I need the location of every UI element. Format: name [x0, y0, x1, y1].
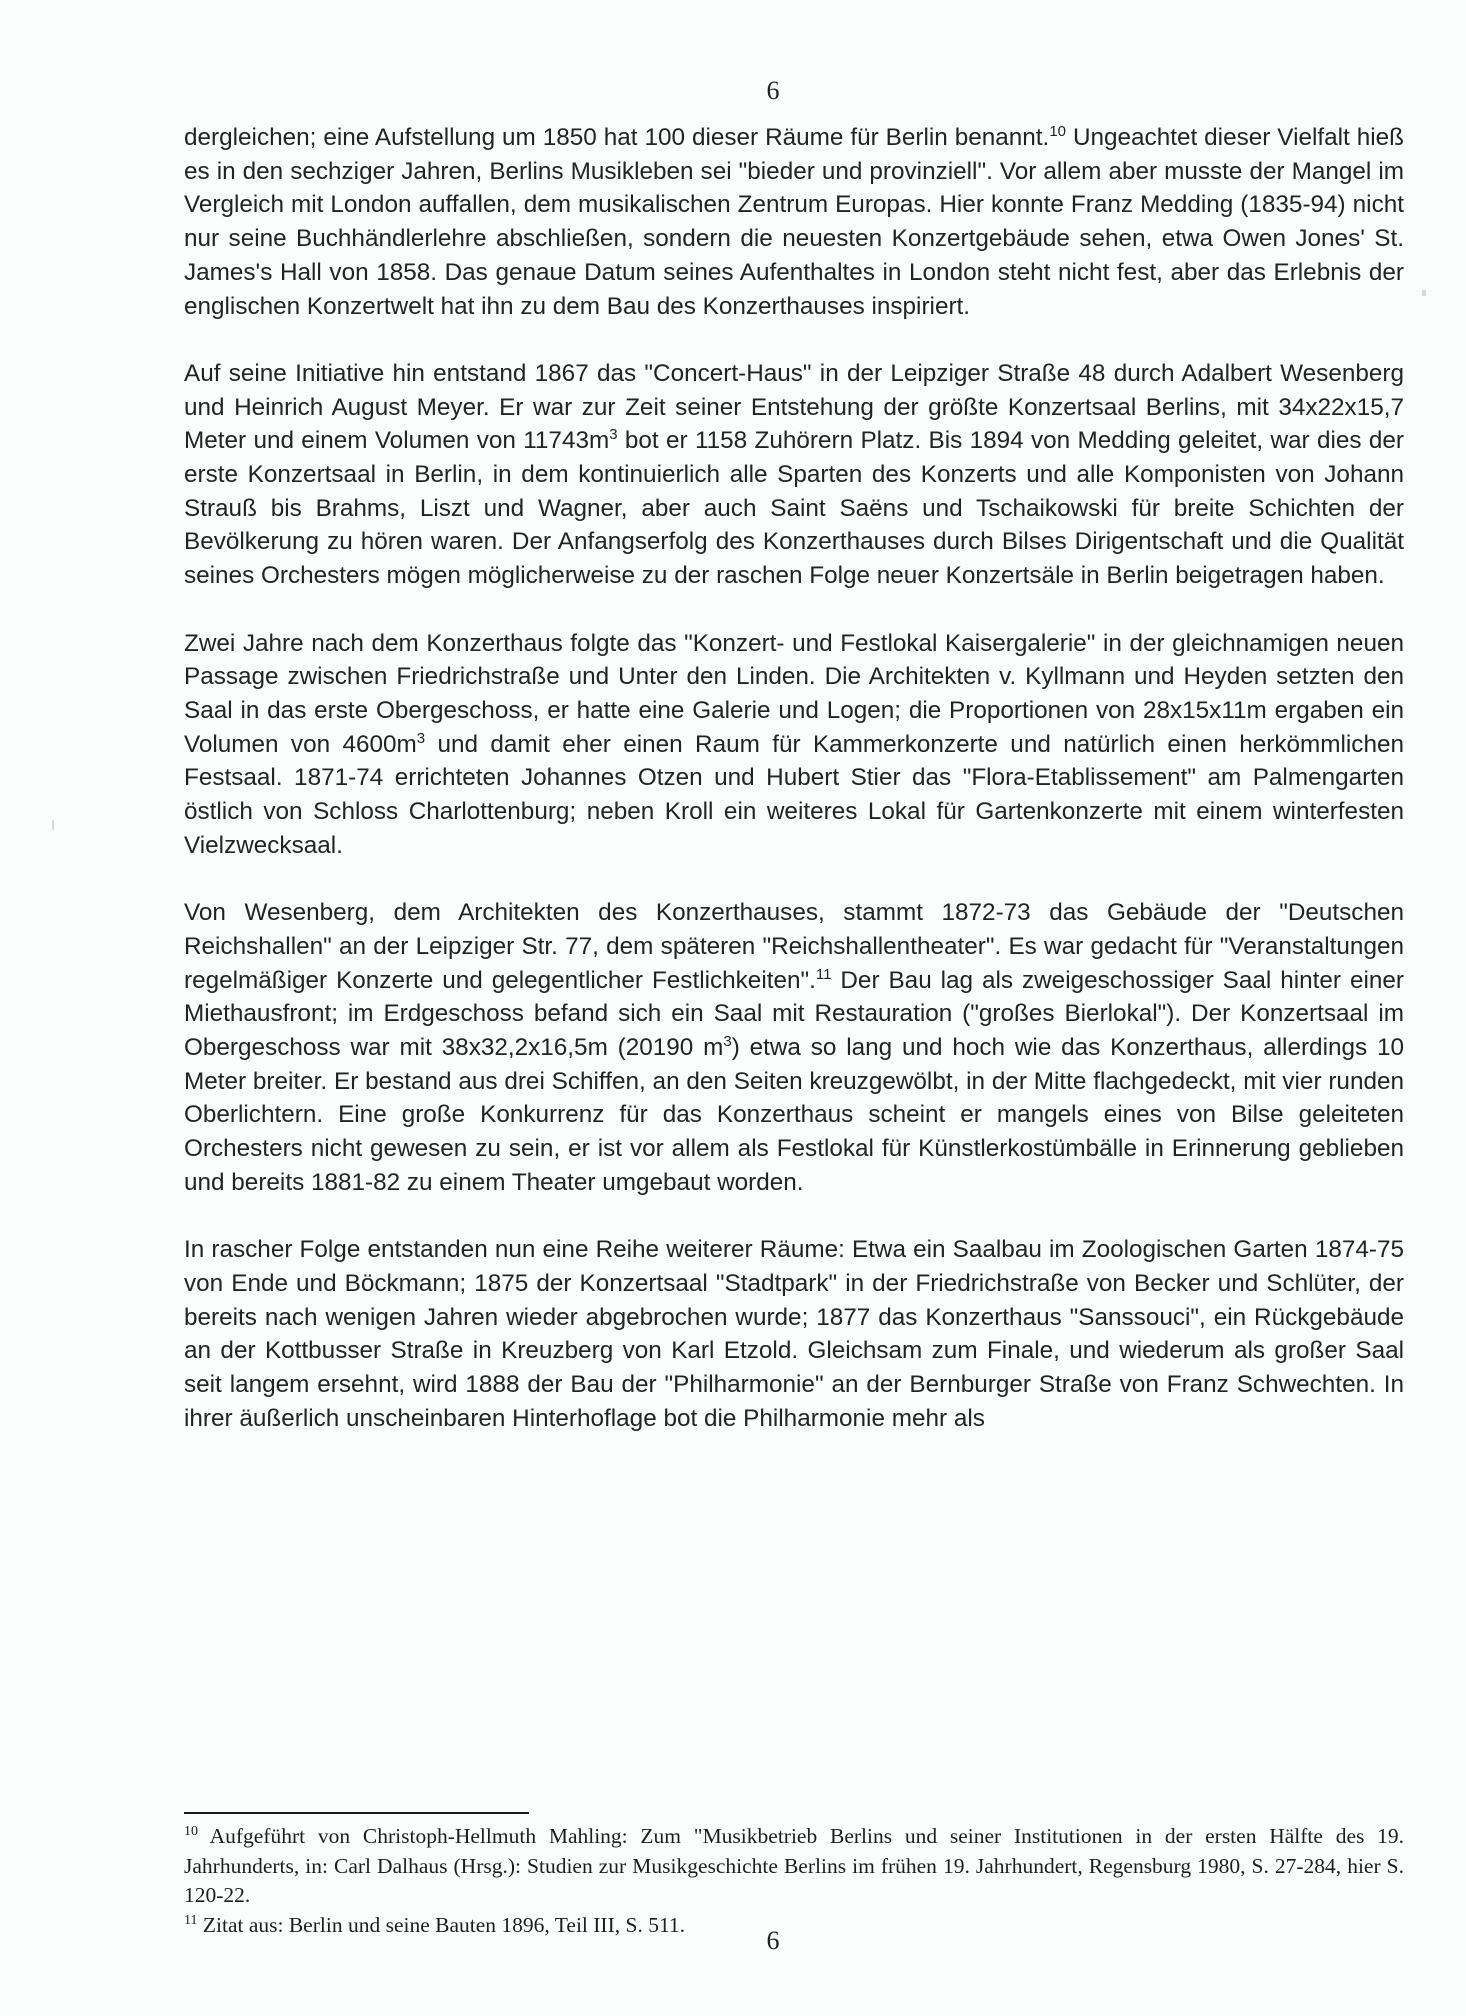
- footnote-separator: [184, 1812, 529, 1814]
- paragraph-text: Auf seine Initiative hin entstand 1867 das "Concert-Haus" in der Leipziger Straße 48 durch Adalbert Wesenberg und Heinrich August Meyer. Er war zur Zeit seiner Entstehung der größte Konzertsaal Berlins, mit 34x22x15,7 Meter und einem Volumen von 11743m: [184, 359, 1404, 455]
- paragraph: [184, 357, 1404, 593]
- paragraph: [184, 627, 1404, 863]
- paragraph-text: und damit eher einen Raum für Kammerkonzerte und natürlich einen herkömmlichen Festsaal. 1871-74 errichteten Johannes Otzen und Hubert Stier das "Flora-Etablissement" am Palmengarten östlich von Schloss Charlottenburg; neben Kroll ein weiteres Lokal für Gartenkonzerte mit einem winterfesten Vielzwecksaal.: [184, 730, 1404, 859]
- paragraph-text: Ungeachtet dieser Vielfalt hieß es in den sechziger Jahren, Berlins Musikleben sei "bieder und provinziell". Vor allem aber musste der Mangel im Vergleich mit London auffallen, dem musikalischen Zentrum Europas. Hier konnte Franz Medding (1835-94) nicht nur seine Buchhändlerlehre abschließen, sondern die neuesten Konzertgebäude sehen, etwa Owen Jones' St. James's Hall von 1858. Das genaue Datum seines Aufenthaltes in London steht nicht fest, aber das Erlebnis der englischen Konzertwelt hat ihn zu dem Bau des Konzerthauses inspiriert.: [184, 124, 1405, 320]
- footnote-reference: 10: [1049, 123, 1066, 140]
- paragraph-text: Zwei Jahre nach dem Konzerthaus folgte das "Konzert- und Festlokal Kaisergalerie" in der gleichnamigen neuen Passage zwischen Friedrichstraße und Unter den Linden. Die Architekten v. Kyllmann und Heyden setzten den Saal in das erste Obergeschoss, er hatte eine Galerie und Logen; die Proportionen von 28x15x11m ergaben ein Volumen von 4600m: [184, 629, 1404, 758]
- footnote-reference: 3: [416, 729, 426, 747]
- paragraph: [184, 896, 1404, 1199]
- paragraph-text: dergleichen; eine Aufstellung um 1850 hat 100 dieser Räume für Berlin benannt.: [184, 124, 1050, 151]
- page-number-bottom: 6: [766, 1926, 780, 1955]
- paragraph: [184, 121, 1404, 323]
- scan-artifact: [52, 820, 54, 830]
- paragraph-text: Von Wesenberg, dem Architekten des Konzerthauses, stammt 1872-73 das Gebäude der "Deutschen Reichshallen" an der Leipziger Str. 77, dem späteren "Reichshallentheater". Es war gedacht für "Veranstaltungen regelmäßiger Konzerte und gelegentlicher Festlichkeiten".: [184, 899, 1404, 994]
- paragraph-text: ) etwa so lang und hoch wie das Konzerthaus, allerdings 10 Meter breiter. Er bestand aus drei Schiffen, an den Seiten kreuzgewölbt, in der Mitte flachgedeckt, mit vier runden Oberlichtern. Eine große Konkurrenz für das Konzerthaus scheint er mangels eines von Bilse geleiteten Orchesters nicht gewesen zu sein, er ist vor allem als Festlokal für Künstlerkostümbälle in Erinnerung geblieben und bereits 1881-82 zu einem Theater umgebaut worden.: [184, 1033, 1404, 1196]
- paragraph: [184, 1233, 1404, 1435]
- footnote: [184, 1822, 1404, 1911]
- footnote-marker: 11: [184, 1912, 198, 1928]
- footnote-reference: 3: [723, 1032, 732, 1050]
- footnote-marker: 10: [184, 1824, 198, 1839]
- paragraph-text: In rascher Folge entstanden nun eine Reihe weiterer Räume: Etwa ein Saalbau im Zoologischen Garten 1874-75 von Ende und Böckmann; 1875 der Konzertsaal "Stadtpark" in der Friedrichstraße von Becker und Schlüter, der bereits nach wenigen Jahren wieder abgebrochen wurde; 1877 das Konzerthaus "Sanssouci", ein Rückgebäude an der Kottbusser Straße in Kreuzberg von Karl Etzold. Gleichsam zum Finale, und wiederum als großer Saal seit langem ersehnt, wird 1888 der Bau der "Philharmonie" an der Bernburger Straße von Franz Schwechten. In ihrer äußerlich unscheinbaren Hinterhoflage bot die Philharmonie mehr als: [184, 1236, 1404, 1432]
- paragraph-text: bot er 1158 Zuhörern Platz. Bis 1894 von Medding geleitet, war dies der erste Konzertsaal in Berlin, in dem kontinuierlich alle Sparten des Konzerts und alle Komponisten von Johann Strauß bis Brahms, Liszt und Wagner, aber auch Saint Saëns und Tschaikowski für breite Schichten der Bevölkerung zu hören waren. Der Anfangserfolg des Konzerthauses durch Bilses Dirigentschaft und die Qualität seines Orchesters mögen möglicherweise zu der raschen Folge neuer Konzertsäle in Berlin beigetragen haben.: [184, 427, 1404, 590]
- footnote-text: Zitat aus: Berlin und seine Bauten 1896, Teil III, S. 511.: [197, 1912, 686, 1937]
- footnote-reference: 3: [609, 426, 618, 444]
- paragraph-text: Der Bau lag als zweigeschossiger Saal hinter einer Miethausfront; im Erdgeschoss befand sich ein Saal mit Restauration ("großes Bierlokal"). Der Konzertsaal im Obergeschoss war mit 38x32,2x16,5m (20190 m: [184, 966, 1404, 1061]
- page-number-top: 6: [766, 76, 780, 105]
- footnote-text: Aufgeführt von Christoph-Hellmuth Mahling: Zum "Musikbetrieb Berlins und seiner Institutionen in der ersten Hälfte des 19. Jahrhunderts, in: Carl Dalhaus (Hrsg.): Studien zur Musikgeschichte Berlins im frühen 19. Jahrhundert, Regensburg 1980, S. 27-284, hier S. 120-22.: [184, 1824, 1404, 1907]
- footnotes: [184, 1822, 1404, 1940]
- footnote-reference: 11: [815, 965, 832, 983]
- scan-artifact: [1422, 290, 1426, 296]
- body-text: [184, 121, 1404, 1469]
